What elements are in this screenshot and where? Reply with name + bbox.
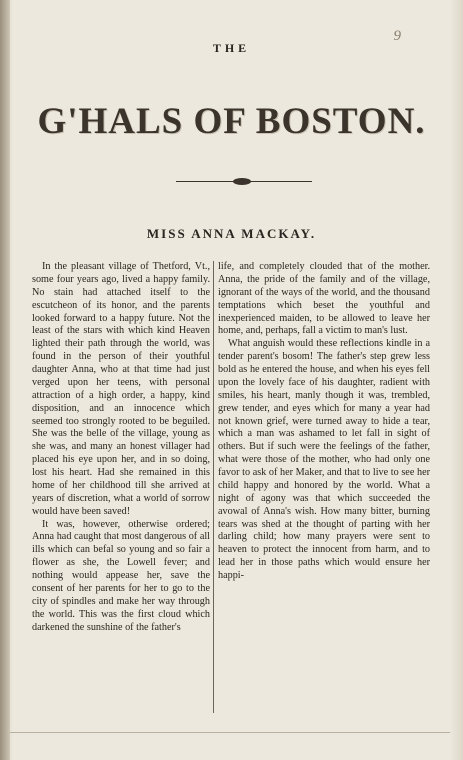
- left-text-column: [32, 261, 210, 634]
- main-title: G'HALS OF BOSTON.: [37, 101, 426, 142]
- right-paragraph-1: life, and completely clouded that of the mother. Anna, the pride of the family and of the village, ignorant of the ways of the world, and the thousand temptations which beset the youthful and inexperienced maiden, to be allowed to leave her home, and, perhaps, fall a victim to man's lust.: [218, 261, 430, 337]
- chapter-title: MISS ANNA MACKAY.: [146, 226, 317, 241]
- column-divider: [213, 261, 214, 713]
- bottom-rule: [10, 732, 450, 733]
- rule-ornament: [233, 178, 251, 185]
- right-text-column: [218, 261, 430, 583]
- title-kicker: THE: [212, 41, 251, 55]
- left-paragraph-1: In the pleasant village of Thetford, Vt., some four years ago, lived a happy family. No stain had attached itself to the escutcheon of its honor, and the parents looked forward to a happy future. Not the least of the stars with which kind Heaven lighted their path through the world, was found in the person of their youthful daughter Anna, who at that time had just verged upon her teens, with personal attraction of a high order, a happy, kind disposition, and an innocence which seemed too strongly rooted to be beguiled. She was the belle of the village, young as she was, and many an honest villager had placed his eye upon her, and in so doing, lost his heart. Had she remained in this home of her childhood till she arrived at years of discretion, what a world of sorrow would have been saved!: [32, 261, 210, 517]
- right-paragraph-2: What anguish would these reflections kindle in a tender parent's bosom! The father's step grew less bold as he entered the house, and when his eyes fell upon the lovely face of his daughter, radient with smiles, his heart, manly though it was, trembled, grew tender, and eyes which for many a year had not known grief, were turned away to hide a tear, which a man was ashamed to let fall in sight of others. But if such were the feelings of the father, what were those of the mother, who had only one favor to ask of her Maker, and that to live to see her child happy and honored by the world. What a night of agony was that which succeeded the avowal of Anna's wish. How many bitter, burning tears was shed at the thought of parting with her darling child; how many prayers were sent to heaven to protect the innocent from harm, and to lead her in those paths which would ensure her happi-: [218, 338, 430, 581]
- left-paragraph-2: It was, however, otherwise ordered; Anna had caught that most dangerous of all ills which can befal so young and so fair a flower as she, the Lowell fever; and nothing would appease her, save the consent of her parents for her to go to the city of spindles and make her way through the world. This was the first cloud which darkened the sunshine of the father's: [32, 518, 210, 633]
- page-number: 9: [393, 28, 401, 44]
